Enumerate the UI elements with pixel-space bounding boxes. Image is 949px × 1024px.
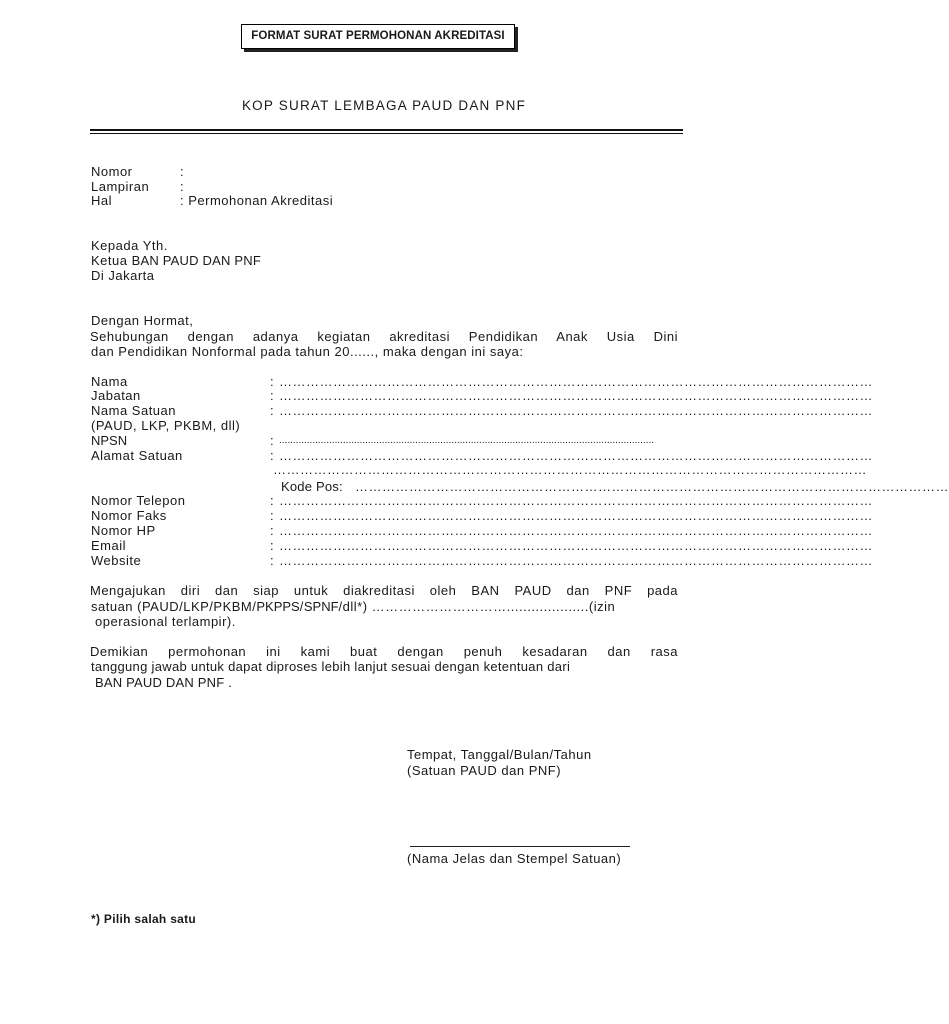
field-alamat-dots: …………………………………………………………………………………………………………………… bbox=[279, 448, 873, 463]
field-jabatan-label: Jabatan bbox=[91, 388, 141, 403]
field-email-label: Email bbox=[91, 538, 127, 553]
field-jabatan-sep: : bbox=[270, 388, 275, 403]
nomor-label: Nomor bbox=[91, 164, 133, 179]
field-nama-satuan-sep: : bbox=[270, 403, 275, 418]
field-nama-label: Nama bbox=[91, 374, 128, 389]
field-kode-pos-label: Kode Pos: bbox=[281, 479, 343, 494]
letterhead-rule-thin bbox=[90, 133, 683, 134]
field-nama-satuan-dots: …………………………………………………………………………………………………………………… bbox=[279, 403, 873, 418]
field-alamat-sep: : bbox=[270, 448, 275, 463]
intro-line2: dan Pendidikan Nonformal pada tahun 20......, maka dengan ini saya: bbox=[91, 344, 524, 359]
field-website-sep: : bbox=[270, 553, 275, 568]
recipient-line3: Di Jakarta bbox=[91, 268, 155, 283]
field-email-dots: …………………………………………………………………………………………………………………… bbox=[279, 538, 873, 553]
field-npsn-dots: ....................................................................................................................................... bbox=[279, 435, 655, 446]
greeting: Dengan Hormat, bbox=[91, 313, 194, 328]
field-hp-sep: : bbox=[270, 523, 275, 538]
field-npsn-label: NPSN bbox=[91, 433, 128, 448]
field-kode-pos-dots: …………………………………………………………………………………………………………………… bbox=[355, 479, 949, 494]
hal-value: : Permohonan Akreditasi bbox=[180, 193, 334, 208]
letterhead-title: KOP SURAT LEMBAGA PAUD DAN PNF bbox=[241, 98, 527, 113]
signature-name-stamp: (Nama Jelas dan Stempel Satuan) bbox=[407, 851, 622, 866]
field-hp-dots: …………………………………………………………………………………………………………………… bbox=[279, 523, 873, 538]
hal-label: Hal bbox=[91, 193, 113, 208]
nomor-separator: : bbox=[180, 164, 185, 179]
field-alamat-dots-line2: …………………………………………………………………………………………………………………… bbox=[273, 462, 867, 477]
field-email-sep: : bbox=[270, 538, 275, 553]
field-alamat-label: Alamat Satuan bbox=[91, 448, 183, 463]
field-telepon-sep: : bbox=[270, 493, 275, 508]
apply-line3: operasional terlampir). bbox=[95, 614, 236, 629]
apply-line2-b: PKPPS bbox=[256, 599, 300, 614]
apply-line2-d: SPNF bbox=[303, 599, 339, 614]
recipient-org: BAN PAUD DAN PNF bbox=[131, 253, 261, 268]
signature-place-date: Tempat, Tanggal/Bulan/Tahun bbox=[407, 747, 592, 762]
closing-line1: Demikian permohonan ini kami buat dengan penuh kesadaran dan rasa bbox=[90, 644, 678, 659]
lampiran-label: Lampiran bbox=[91, 179, 150, 194]
letterhead-rule-thick bbox=[90, 129, 683, 131]
format-title-box: FORMAT SURAT PERMOHONAN AKREDITASI bbox=[241, 24, 515, 49]
footnote: *) Pilih salah satu bbox=[91, 912, 197, 926]
intro-line1: Sehubungan dengan adanya kegiatan akreditasi Pendidikan Anak Usia Dini bbox=[90, 329, 678, 344]
field-faks-sep: : bbox=[270, 508, 275, 523]
recipient-line1: Kepada Yth. bbox=[91, 238, 168, 253]
apply-line1: Mengajukan diri dan siap untuk diakreditasi oleh BAN PAUD dan PNF pada bbox=[90, 583, 678, 598]
closing-line2: tanggung jawab untuk dapat diproses lebih lanjut sesuai dengan ketentuan dari bbox=[91, 659, 571, 674]
field-telepon-label: Nomor Telepon bbox=[91, 493, 186, 508]
field-faks-dots: …………………………………………………………………………………………………………………… bbox=[279, 508, 873, 523]
recipient-prefix: Ketua bbox=[91, 253, 132, 268]
field-nama-sep: : bbox=[270, 374, 275, 389]
recipient-line2 bbox=[91, 253, 261, 268]
field-faks-label: Nomor Faks bbox=[91, 508, 167, 523]
field-website-dots: …………………………………………………………………………………………………………………… bbox=[279, 553, 873, 568]
field-nama-satuan-note: (PAUD, LKP, PKBM, dll) bbox=[91, 418, 241, 433]
apply-line2 bbox=[91, 599, 615, 614]
apply-line2-c: / bbox=[299, 599, 304, 614]
field-nama-dots: …………………………………………………………………………………………………………………… bbox=[279, 374, 873, 389]
apply-line2-e: /dll*) …………………………....................(izin bbox=[338, 599, 616, 614]
signature-unit: (Satuan PAUD dan PNF) bbox=[407, 763, 562, 778]
field-nama-satuan-label: Nama Satuan bbox=[91, 403, 176, 418]
apply-line2-a: satuan (PAUD/LKP/PKBM/ bbox=[91, 599, 257, 614]
field-jabatan-dots: …………………………………………………………………………………………………………………… bbox=[279, 388, 873, 403]
signature-line bbox=[410, 846, 630, 847]
lampiran-separator: : bbox=[180, 179, 185, 194]
field-telepon-dots: …………………………………………………………………………………………………………………… bbox=[279, 493, 873, 508]
field-npsn-sep: : bbox=[270, 433, 275, 448]
field-website-label: Website bbox=[91, 553, 142, 568]
closing-line3: BAN PAUD DAN PNF . bbox=[95, 675, 232, 690]
field-hp-label: Nomor HP bbox=[91, 523, 156, 538]
